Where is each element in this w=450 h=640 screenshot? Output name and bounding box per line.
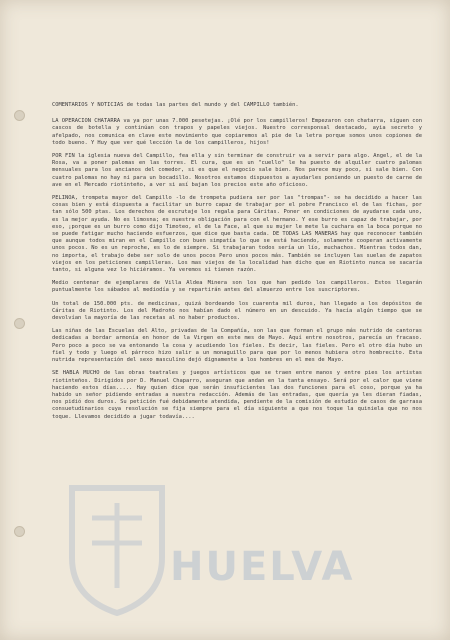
punch-hole [14, 318, 25, 329]
document-body [52, 102, 422, 427]
paragraph-escuelas-del-alto: Las niñas de las Escuelas del Alto, privadas de la Compañía, son las que forman el grupo más nutrido de cantoras dedicadas a bordar armonía en honor de la Virgen en este mes de Mayo. Aquí entre nosotros, parecía un fracaso. Pero poco a poco se va entonando la cosa y acudiendo los fieles. Es decir, las fieles. Pero el otro día hubo un fiel y todo y luego el párroco hizo salir a un monaguillo para que por lo menos hubiera otro hombrecito. Esta nutrida representación del sexo masculino dejó dignamente a los hombres en el mes de Mayo. [52, 328, 422, 364]
watermark-logo: HUELVA [170, 544, 355, 590]
punch-hole [14, 526, 25, 537]
crest-watermark-icon [62, 478, 172, 618]
paragraph-iglesia-nueva: POR FIN la iglesia nueva del Campillo, fea ella y sin terminar de construir va a servir para algo. Angel, el de la Rosa, va a poner palomas en las torres. El cura, que es un "cuello" le ha puesto de alquiler cuatro palomas mensuales para los ancianos del comedor, si es que el negocio sale bien. Nos parece muy poco, si sale bien. Con cuatro palomas no hay ni para un bocadillo. Nosotros estamos dispuestos a ayudarles poniendo un puesto de carne de ave en el Mercado riotinteño, a ver si así bajan los precios este año oficioso. [52, 153, 422, 188]
document-heading: COMENTARIOS Y NOTICIAS de todas las partes del mundo y del CAMPILLO también. [52, 102, 299, 108]
paragraph-obras-teatrales: SE HABLA MUCHO de las obras teatrales y juegos artísticos que se traen entre manos y entre pies los artistas riotinteños. Dirigidos por D. Manuel Chaparro, aseguran que andan en la tanta ensayo. Será por el calor que viene haciendo estos días..... Hay quien dice que serán insuficientes las dos funciones para el coso, porque ya ha habido un señor pidiendo entradas a nuestra redacción. Además de las entradas, que quería ya les dieran fiadas, nos pidió dos duros. Su petición fué debidamente atendida, pendiente de la comisión de estudio de casos de garrasa consuetudinarios cuya resolución se fija siempre para el día siguiente a que nos toque la quiniela que no nos toque. Llevamos decidido a jugar todavía.... [52, 370, 422, 420]
paragraph-medicinas: Un total de 150.000 pts. de medicinas, quizá bordeando los cuarenta mil duros, han llegado a los depósitos de Cáritas de Riotinto. Los del Madroño nos habían dado el número en un descuido. Ya hacía algún tiempo que se devolvían la mayoría de las recetas al no haber productos. [52, 300, 422, 322]
paragraph-pelinoa: PELINOA, trompeta mayor del Campillo -lo de trompeta pudiera ser por las "trompas"- se ha decidido a hacer las cosas bien y está dispuesta a facilitar un burro capaz de trabajar por el pobre Francisco el de las fichas, por tan sólo 500 ptas. Los derechos de escrutaje los regala para Cáritas. Poner en condiciones de ayudarse cada uno, es la mejor ayuda. No es limosna; es nuestra obligación para con el hermano. Y ese burro es capaz de trabajar, por eso, ¡porque es un burro como dijo Timoteo, el de la Face, al que su mujer le mete la cuchara en la boca porque no se puede fatigar mucho haciendo esfuerzos, que dice que basta cada. DE TODAS LAS MANERAS hay que reconocer también que aunque todos miran en el Campillo con buen simpatía lo que se está haciendo, solamente cooperan activamente unos pocos. No es un reproche, es lo de siempre. Si trabajaran todos sería un lío, muchachos. Mientras todos dan, no importa, el trabajo debe ser solo de unos pocos Pero unos pocos más. También se incluyen las suelas de zapatos viejos en los peticiones campilleras. Los mas viejos de la localidad han dicho que en Riotinto nunca se sacaría tanto, si alguna vez lo hiciéramos. Ya veremos si tienen razón. [52, 195, 422, 274]
paragraph-operacion-chatarra: LA OPERACION CHATARRA va ya por unas 7.000 pesetejas. ¡Olé por los campilleros! Empezaron con chatarra, siguen con cascos de botella y continúan con trapos y papeles viejos. Nuestro corresponsal destacado, ayia secreto y afelpado, nos comunica en clave este movimiento que copiaremos al pie de la letra porque somos unos copiones de todo bueno. Y Huy que ver qué lección la de los campilleros, hijos! [52, 118, 422, 146]
paragraph-ejemplares: Medio centenar de ejemplares de Villa Aldea Minera son los que han pedido los campilleros. Estos llegarán puntualmente los sábados al mediodía y se repartirán antes del almuerzo entre los suscriptores. [52, 280, 422, 294]
punch-hole [14, 110, 25, 121]
